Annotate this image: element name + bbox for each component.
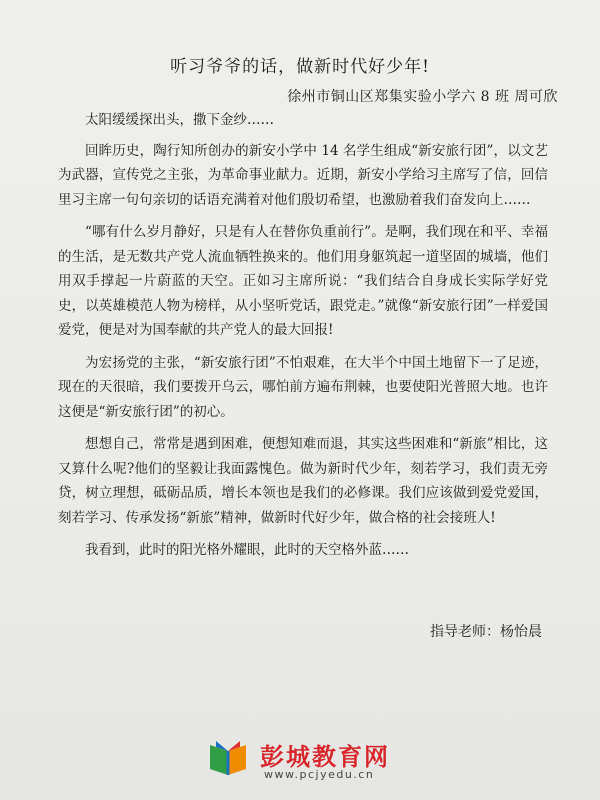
open-book-logo-icon bbox=[206, 739, 250, 779]
watermark-site-name: 彭城教育网 bbox=[260, 743, 390, 771]
paragraph: 为宏扬党的主张，“新安旅行团”不怕艰难，在大半个中国土地留下一了足迹，现在的天很暗，我们要拨开乌云，哪怕前方遍布荆棘，也要使阳光普照大地。也许这便是“新安旅行团”的初心。 bbox=[58, 354, 548, 420]
paragraph: 太阳缓缓探出头，撒下金纱…… bbox=[85, 112, 274, 128]
paragraph: 我看到，此时的阳光格外耀眼，此时的天空格外蓝…… bbox=[85, 542, 409, 558]
page-title: 听习爷爷的话，做新时代好少年! bbox=[170, 57, 430, 77]
paragraph: “哪有什么岁月静好，只是有人在替你负重前行”。是啊，我们现在和平、幸福的生活，是无数共产党人流血牺牲换来的。他们用身躯筑起一道坚固的城墙，他们用双手撑起一片蔚蓝的天空。正如习主席所说：“我们结合自身成长实际学好党史，以英雄模范人物为榜样，从小坚听党话，跟党走。”就像“新安旅行团”一样爱国爱党，便是对为国奉献的共产党人的最大回报! bbox=[58, 224, 548, 338]
watermark-logo bbox=[206, 735, 426, 785]
paragraph: 想想自己，常常是遇到困难，便想知难而退，其实这些困难和“新旅”相比，这又算什么呢?他们的坚毅让我面露愧色。做为新时代少年，刻若学习，我们责无旁贷，树立理想，砥砺品质，增长本领也是我们的必修课。我们应该做到爱党爱国，刻若学习、传承发扬“新旅”精神，做新时代好少年，做合格的社会接班人! bbox=[58, 436, 548, 526]
essay-body bbox=[58, 108, 548, 571]
paragraph: 回眸历史，陶行知所创办的新安小学中 14 名学生组成“新安旅行团”，以文艺为武器，宣传党之主张，为革命事业献力。近期，新安小学给习主席写了信，回信里习主席一句句亲切的话语充满着对他们殷切希望，也激励着我们奋发向上…… bbox=[58, 142, 548, 208]
teacher-signature: 指导老师：杨怡晨 bbox=[430, 624, 542, 640]
watermark-url: www.pcjyedu.cn bbox=[264, 768, 375, 781]
author-byline: 徐州市铜山区郑集实验小学六 8 班 周可欣 bbox=[287, 89, 558, 105]
